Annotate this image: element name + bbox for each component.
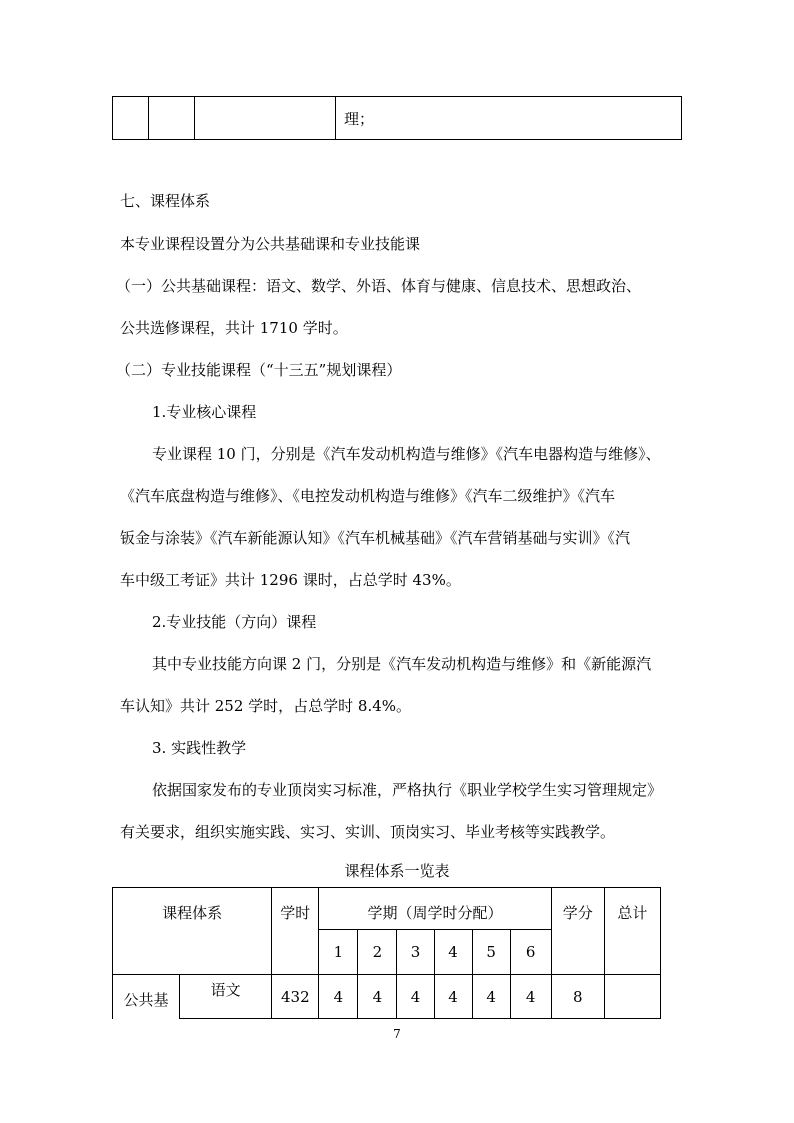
semester-2: 2 [358,930,397,975]
header-total: 总计 [604,888,660,975]
paragraph-line: 本专业课程设置分为公共基础课和专业技能课 [120,235,421,253]
paragraph-line: 专业课程 10 门，分别是《汽车发动机构造与维修》《汽车电器构造与维修》、 [152,445,661,463]
total-cell [604,975,660,1019]
table-title: 课程体系一览表 [344,862,450,880]
table-cell [195,97,336,140]
table-cell [149,97,195,140]
weekly-cell: 4 [510,975,551,1019]
paragraph-line: 其中专业技能方向课 2 门，分别是《汽车发动机构造与维修》和《新能源汽 [152,655,652,673]
paragraph-line: 有关要求，组织实施实践、实习、实训、顶岗实习、毕业考核等实践教学。 [120,823,616,841]
paragraph-line: 公共选修课程，共计 1710 学时。 [120,319,348,337]
course-cell: 语文 [180,975,272,1019]
weekly-cell: 4 [319,975,358,1019]
weekly-cell: 4 [472,975,510,1019]
semester-3: 3 [397,930,434,975]
semester-5: 5 [472,930,510,975]
hours-cell: 432 [272,975,319,1019]
header-credit: 学分 [551,888,604,975]
page-number: 7 [393,1027,401,1041]
paragraph-line: 车中级工考证》共计 1296 课时，占总学时 43%。 [120,571,461,589]
paragraph-line: 依据国家发布的专业顶岗实习标准，严格执行《职业学校学生实习管理规定》 [152,781,663,799]
subheading: 3. 实践性教学 [152,739,247,757]
section-heading: 七、课程体系 [120,192,211,210]
paragraph-line: （一）公共基础课程：语文、数学、外语、体育与健康、信息技术、思想政治、 [116,277,642,295]
subheading: 2.专业技能（方向）课程 [152,613,317,631]
semester-4: 4 [434,930,472,975]
weekly-cell: 4 [358,975,397,1019]
paragraph-line: （二）专业技能课程（“十三五”规划课程） [116,361,402,379]
header-semester: 学期（周学时分配） [319,888,551,930]
weekly-cell: 4 [397,975,434,1019]
paragraph-line: 《汽车底盘构造与维修》、《电控发动机构造与维修》《汽车二级维护》《汽车 [120,487,616,505]
subheading: 1.专业核心课程 [152,403,257,421]
table-cell [113,97,149,140]
credit-cell: 8 [551,975,604,1019]
header-course-system: 课程体系 [113,888,272,975]
category-cell: 公共基 [113,975,180,1019]
semester-1: 1 [319,930,358,975]
paragraph-line: 车认知》共计 252 学时，占总学时 8.4%。 [120,697,412,715]
continuation-table [112,96,682,140]
paragraph-line: 钣金与涂装》《汽车新能源认知》《汽车机械基础》《汽车营销基础与实训》《汽 [120,529,631,547]
header-hours: 学时 [272,888,319,975]
course-system-table [112,887,661,1019]
table-cell: 理； [336,97,682,140]
table-row [113,975,661,1019]
semester-6: 6 [510,930,551,975]
weekly-cell: 4 [434,975,472,1019]
